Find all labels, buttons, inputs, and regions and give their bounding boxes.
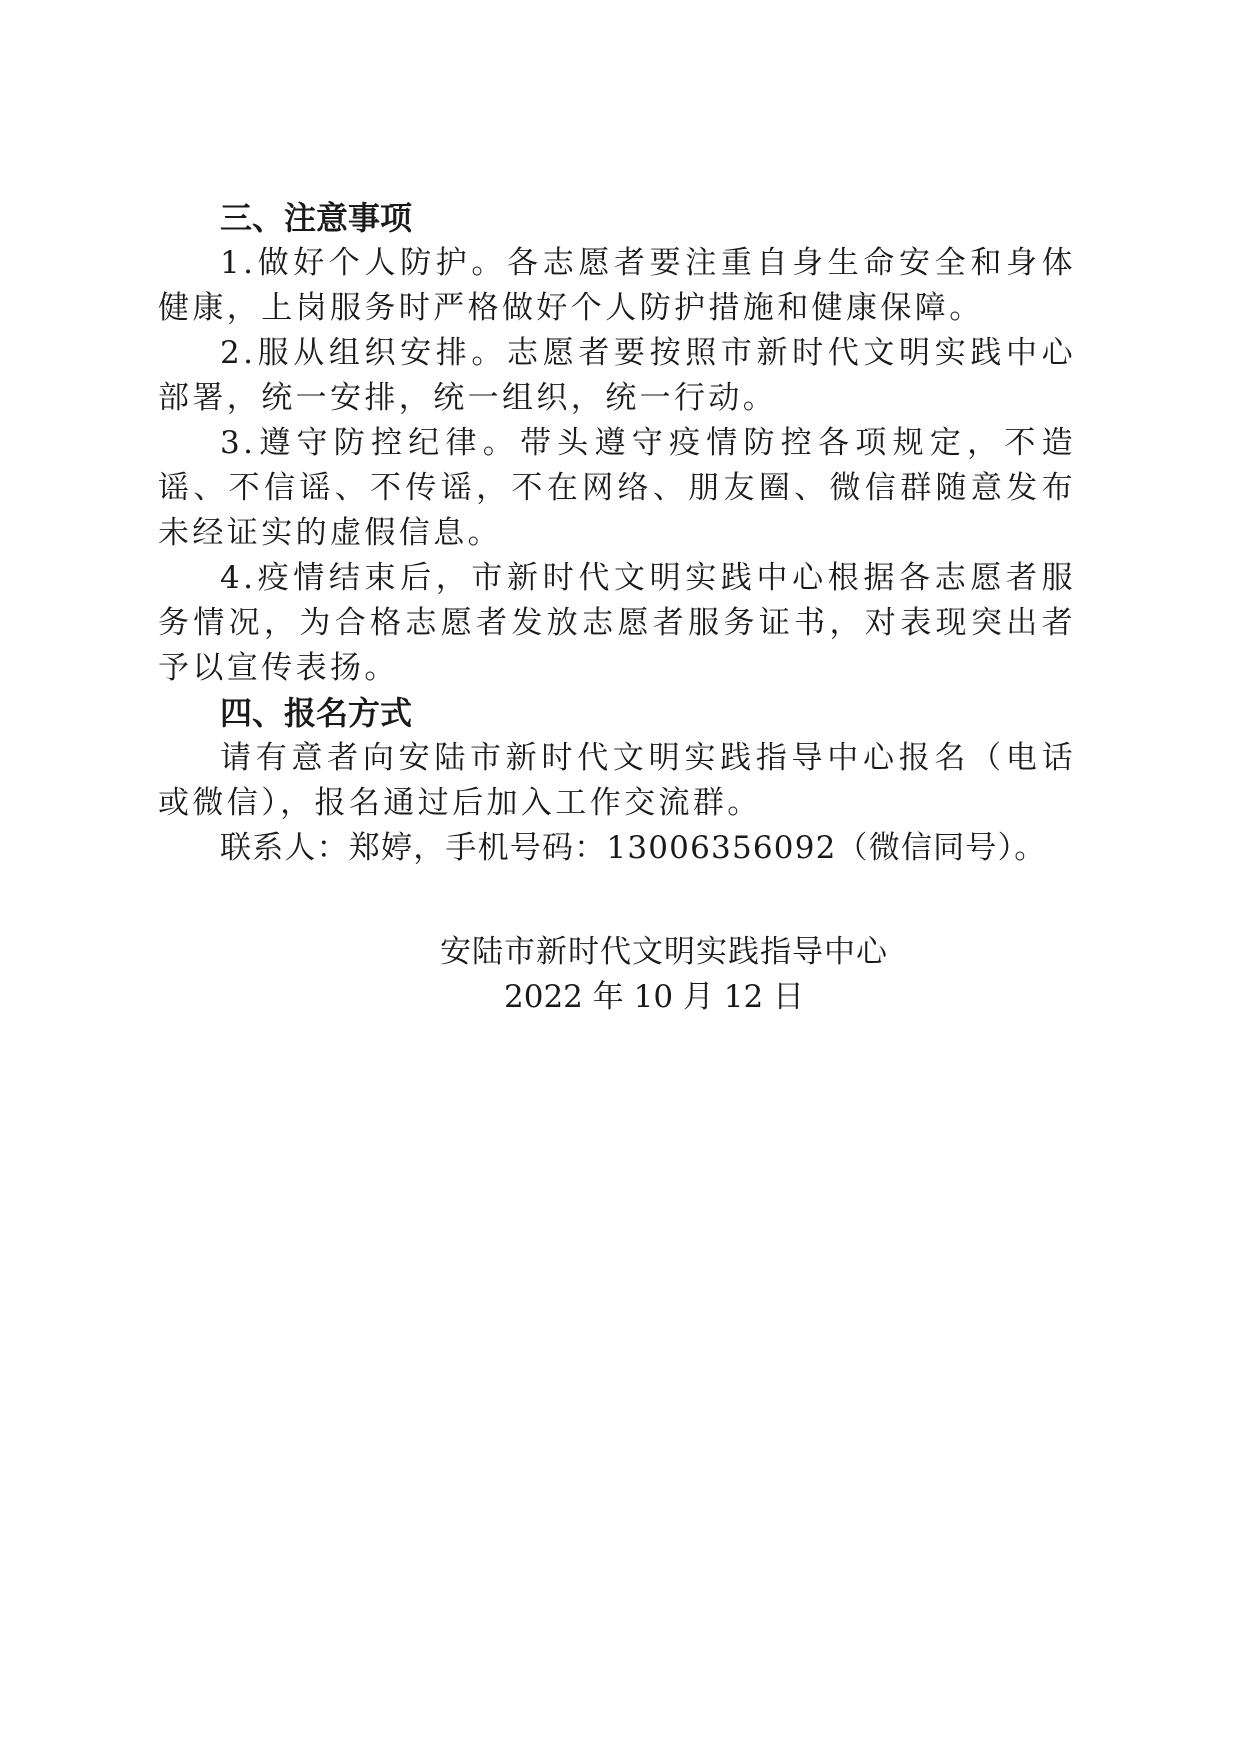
note-item-2: 2.服从组织安排。志愿者要按照市新时代文明实践中心部署，统一安排，统一组织，统一行动。 <box>158 335 1076 416</box>
note-item-3: 3.遵守防控纪律。带头遵守疫情防控各项规定，不造谣、不信谣、不传谣，不在网络、朋友圈、微信群随意发布未经证实的虚假信息。 <box>158 425 1076 551</box>
section-heading-notes: 三、注意事项 <box>220 199 413 237</box>
note-item-1: 1.做好个人防护。各志愿者要注重自身生命安全和身体健康，上岗服务时严格做好个人防护措施和健康保障。 <box>158 245 1076 326</box>
section-heading-registration: 四、报名方式 <box>220 694 413 732</box>
contact-info: 联系人：郑婷，手机号码：13006356092（微信同号）。 <box>220 830 1047 866</box>
signature-organization: 安陆市新时代文明实践指导中心 <box>440 934 888 970</box>
document-body <box>158 196 1076 871</box>
signature-block <box>440 930 930 1020</box>
signature-date: 2022 年 10 月 12 日 <box>504 979 805 1015</box>
registration-text: 请有意者向安陆市新时代文明实践指导中心报名（电话或微信），报名通过后加入工作交流群。 <box>158 740 1076 821</box>
note-item-4: 4.疫情结束后，市新时代文明实践中心根据各志愿者服务情况，为合格志愿者发放志愿者服务证书，对表现突出者予以宣传表扬。 <box>158 560 1076 686</box>
